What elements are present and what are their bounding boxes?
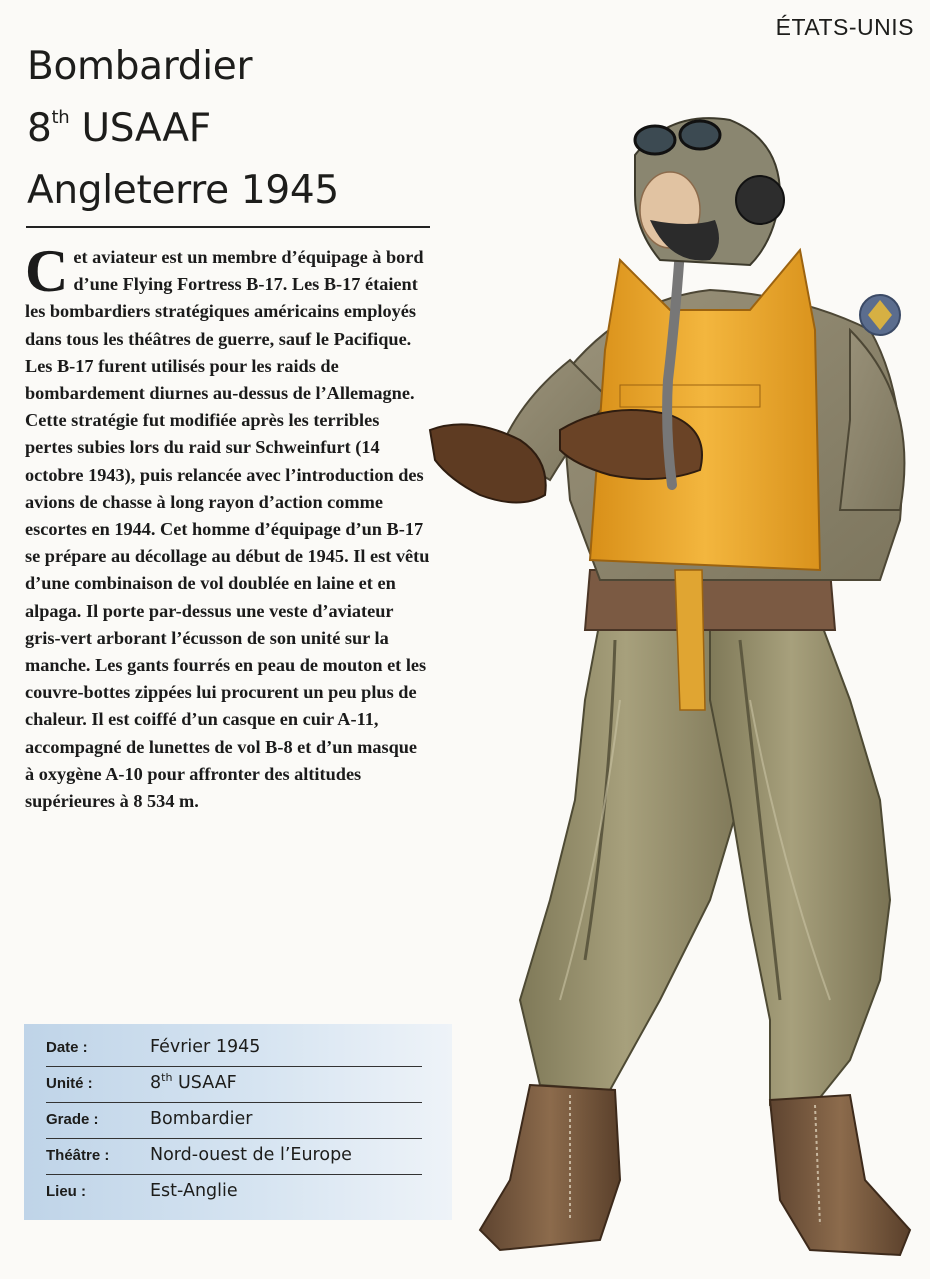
unit-patch — [860, 295, 900, 335]
info-row-grade — [46, 1102, 422, 1139]
grade-value: Bombardier — [150, 1109, 253, 1129]
date-label: Date : — [46, 1039, 88, 1056]
unit-value: 8th USAAF — [150, 1071, 237, 1093]
info-row-theatre — [46, 1138, 422, 1175]
date-value: Février 1945 — [150, 1037, 261, 1057]
theatre-label: Théâtre : — [46, 1147, 110, 1164]
title-line-3: Angleterre 1945 — [27, 168, 339, 213]
boots — [480, 1085, 910, 1255]
info-row-lieu — [46, 1174, 422, 1210]
page-title — [27, 36, 427, 222]
lieu-label: Lieu : — [46, 1183, 86, 1200]
title-line-2: 8th USAAF — [27, 106, 211, 151]
title-divider — [26, 226, 430, 228]
vest-strap — [675, 570, 705, 710]
info-box — [24, 1024, 452, 1220]
country-label: ÉTATS-UNIS — [775, 14, 914, 40]
info-row-date — [46, 1030, 422, 1067]
body-text: et aviateur est un membre d’équipage à bord d’une Flying Fortress B-17. Les B-17 étaient les bombardiers stratégiques américains employés dans tous les théâtres de guerre, sauf le Pacifique. Les B-17 furent utilisés pour les raids de bombardement diurnes au-dessus de l’Allemagne. Cette stratégie fut modifiée après les terribles pertes subies lors du raid sur Schweinfurt (14 octobre 1943), puis relancée avec l’introduction des avions de chasse à long rayon d’action comme escortes en 1944. Cet homme d’équipage d’un B-17 se prépare au décollage au début de 1945. Il est vêtu d’une combinaison de vol doublée en laine et en alpaga. Il porte par-dessus une veste d’aviateur gris-vert arborant l’écusson de son unité sur la manche. Les gants fourrés en peau de mouton et les couvre-bottes zippées lui procurent un peu plus de chaleur. Il est coiffé d’un casque en cuir A-11, accompagné de lunettes de vol B-8 et d’un masque à oxygène A-10 pour affronter des altitudes supérieures à 8 534 m. — [25, 247, 430, 812]
theatre-value: Nord-ouest de l’Europe — [150, 1145, 352, 1165]
unit-label: Unité : — [46, 1075, 93, 1092]
airman-illustration — [410, 100, 930, 1275]
airman-head — [635, 118, 784, 265]
lieu-value: Est-Anglie — [150, 1181, 238, 1201]
drop-cap: C — [25, 238, 69, 304]
title-line-1: Bombardier — [27, 44, 253, 89]
info-row-unit — [46, 1066, 422, 1103]
jacket-arm-right — [840, 330, 904, 510]
grade-label: Grade : — [46, 1111, 99, 1128]
body-paragraph — [25, 238, 430, 815]
